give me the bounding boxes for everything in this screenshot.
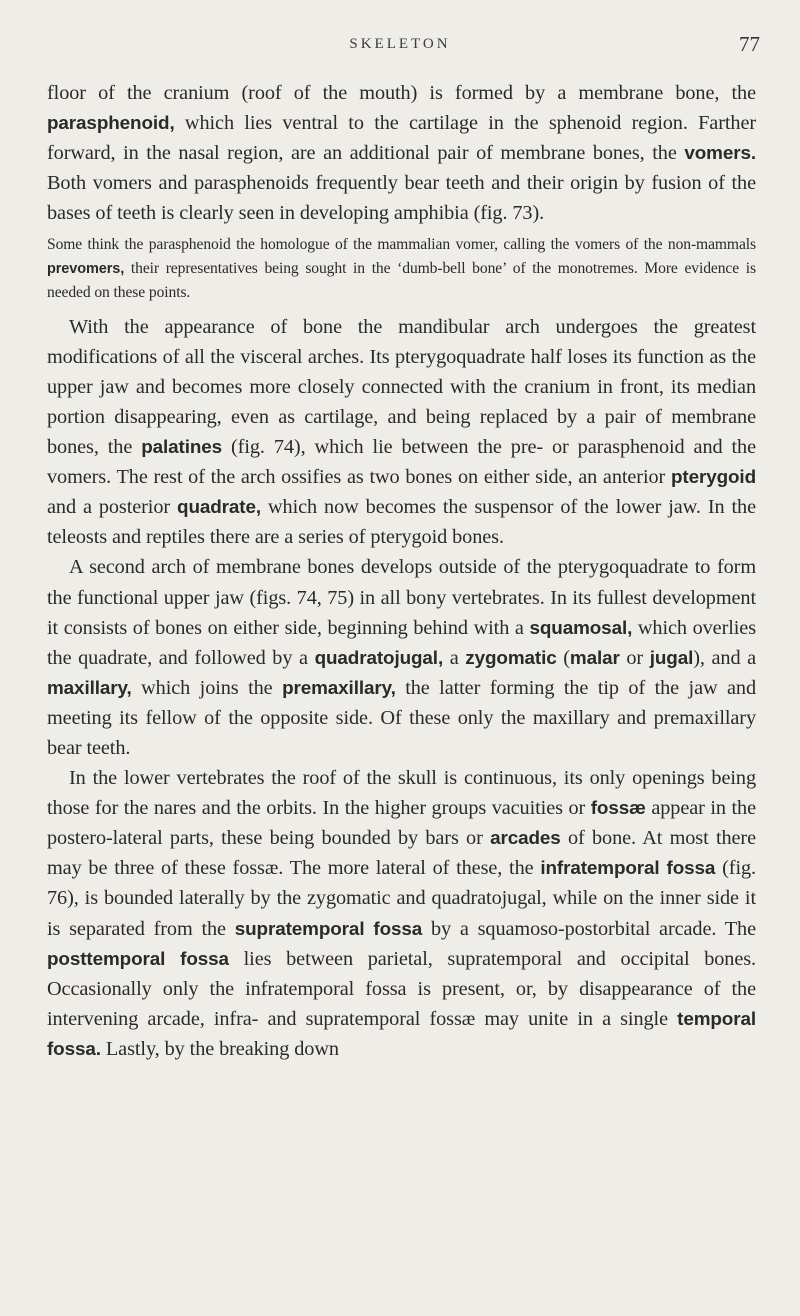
- bold-term: maxillary,: [47, 676, 132, 698]
- text-run: which lies ventral to the cartilage in the sphenoid region. Farther forward, in the nasal region, are an additional pair of membrane bones, the: [47, 112, 756, 165]
- bold-term: malar: [569, 646, 620, 668]
- bold-term: quadrate,: [177, 496, 262, 518]
- text-run: With the appearance of bone the mandibular arch undergoes the greatest modifications of all the visceral arches. Its pterygoquadrate half loses its function as the upper jaw and becomes more closely connected with the cranium in front, its median portion disappearing, even as cartilage, and being replaced by a pair of membrane bones, the: [47, 315, 756, 459]
- text-run: ), and a: [693, 646, 757, 669]
- text-run: appear in the postero-lateral parts, these being bounded by bars or: [47, 797, 756, 850]
- text-run: floor of the cranium (roof of the mouth) is formed by a membrane bone, the: [47, 82, 756, 104]
- bold-term: arcades: [490, 827, 561, 849]
- body-text: [47, 78, 756, 1064]
- bold-term: parasphenoid,: [47, 112, 175, 134]
- paragraph-parasphenoid: [47, 78, 756, 228]
- text-run: which joins the: [131, 676, 283, 699]
- text-run: their representatives being sought in the ‘dumb-bell bone’ of the monotremes. More evidence is needed on these points.: [47, 259, 756, 302]
- bold-term: squamosal,: [529, 616, 633, 638]
- text-run: In the lower vertebrates the roof of the skull is continuous, its only openings being those for the nares and the orbits. In the higher groups vacuities or: [47, 767, 756, 820]
- paragraph-mandibular-arch: [47, 312, 756, 553]
- bold-term: pterygoid: [670, 466, 756, 488]
- bold-term: premaxillary,: [282, 676, 396, 698]
- bold-term: fossæ: [590, 797, 646, 819]
- text-run: which now becomes the suspensor of the lower jaw. In the teleosts and reptiles there are a series of pterygoid bones.: [47, 496, 756, 549]
- text-run: the latter forming the tip of the jaw and meeting its fellow of the opposite side. Of these only the maxillary and premaxillary bear teeth.: [47, 676, 757, 759]
- text-run: (: [556, 646, 570, 669]
- bold-term: temporal fossa.: [47, 1007, 756, 1059]
- text-run: Lastly, by the breaking down: [100, 1037, 339, 1060]
- bold-term: palatines: [141, 436, 223, 458]
- text-run: lies between parietal, supratemporal and occipital bones. Occasionally only the infratemporal fossa is present, or, by disappearance of the intervening arcade, infra- and supratemporal fossæ may unite in a single: [47, 947, 756, 1030]
- text-run: of bone. At most there may be three of these fossæ. The more lateral of these, the: [47, 827, 756, 880]
- text-run: or: [619, 646, 650, 669]
- text-run: Both vomers and parasphenoids frequently bear teeth and their origin by fusion of the bases of teeth is clearly seen in developing amphibia (fig. 73).: [47, 172, 756, 225]
- paragraph-skull-roof: [47, 763, 756, 1064]
- text-run: (fig. 74), which lie between the pre- or parasphenoid and the vomers. The rest of the arch ossifies as two bones on either side, an anterior: [47, 436, 756, 489]
- text-run: A second arch of membrane bones develops outside of the pterygoquadrate to form the functional upper jaw (figs. 74, 75) in all bony vertebrates. In its fullest development it consists of bones on either side, beginning behind with a: [47, 556, 756, 639]
- text-run: Some think the parasphenoid the homologue of the mammalian vomer, calling the vomers of the non-mammals: [47, 236, 756, 254]
- bold-term: vomers.: [684, 142, 756, 164]
- running-head: [0, 30, 800, 60]
- bold-term: quadratojugal,: [314, 646, 444, 668]
- note-prevomers: [47, 233, 756, 304]
- text-run: (fig. 76), is bounded laterally by the zygomatic and quadratojugal, while on the inner side it is separated from the: [47, 857, 756, 940]
- bold-term: prevomers,: [47, 260, 125, 277]
- page-number: 77: [739, 32, 760, 56]
- bold-term: zygomatic: [465, 646, 557, 668]
- text-run: which overlies the quadrate, and followed by a: [47, 616, 757, 669]
- paragraph-upper-jaw: [47, 552, 756, 763]
- text-run: a: [443, 646, 466, 669]
- running-title: SKELETON: [349, 36, 451, 52]
- text-run: by a squamoso-postorbital arcade. The: [422, 917, 756, 940]
- text-run: and a posterior: [47, 496, 178, 519]
- bold-term: infratemporal fossa: [540, 857, 716, 879]
- bold-term: jugal: [649, 646, 694, 668]
- bold-term: supratemporal fossa: [234, 917, 423, 939]
- bold-term: posttemporal fossa: [47, 947, 229, 969]
